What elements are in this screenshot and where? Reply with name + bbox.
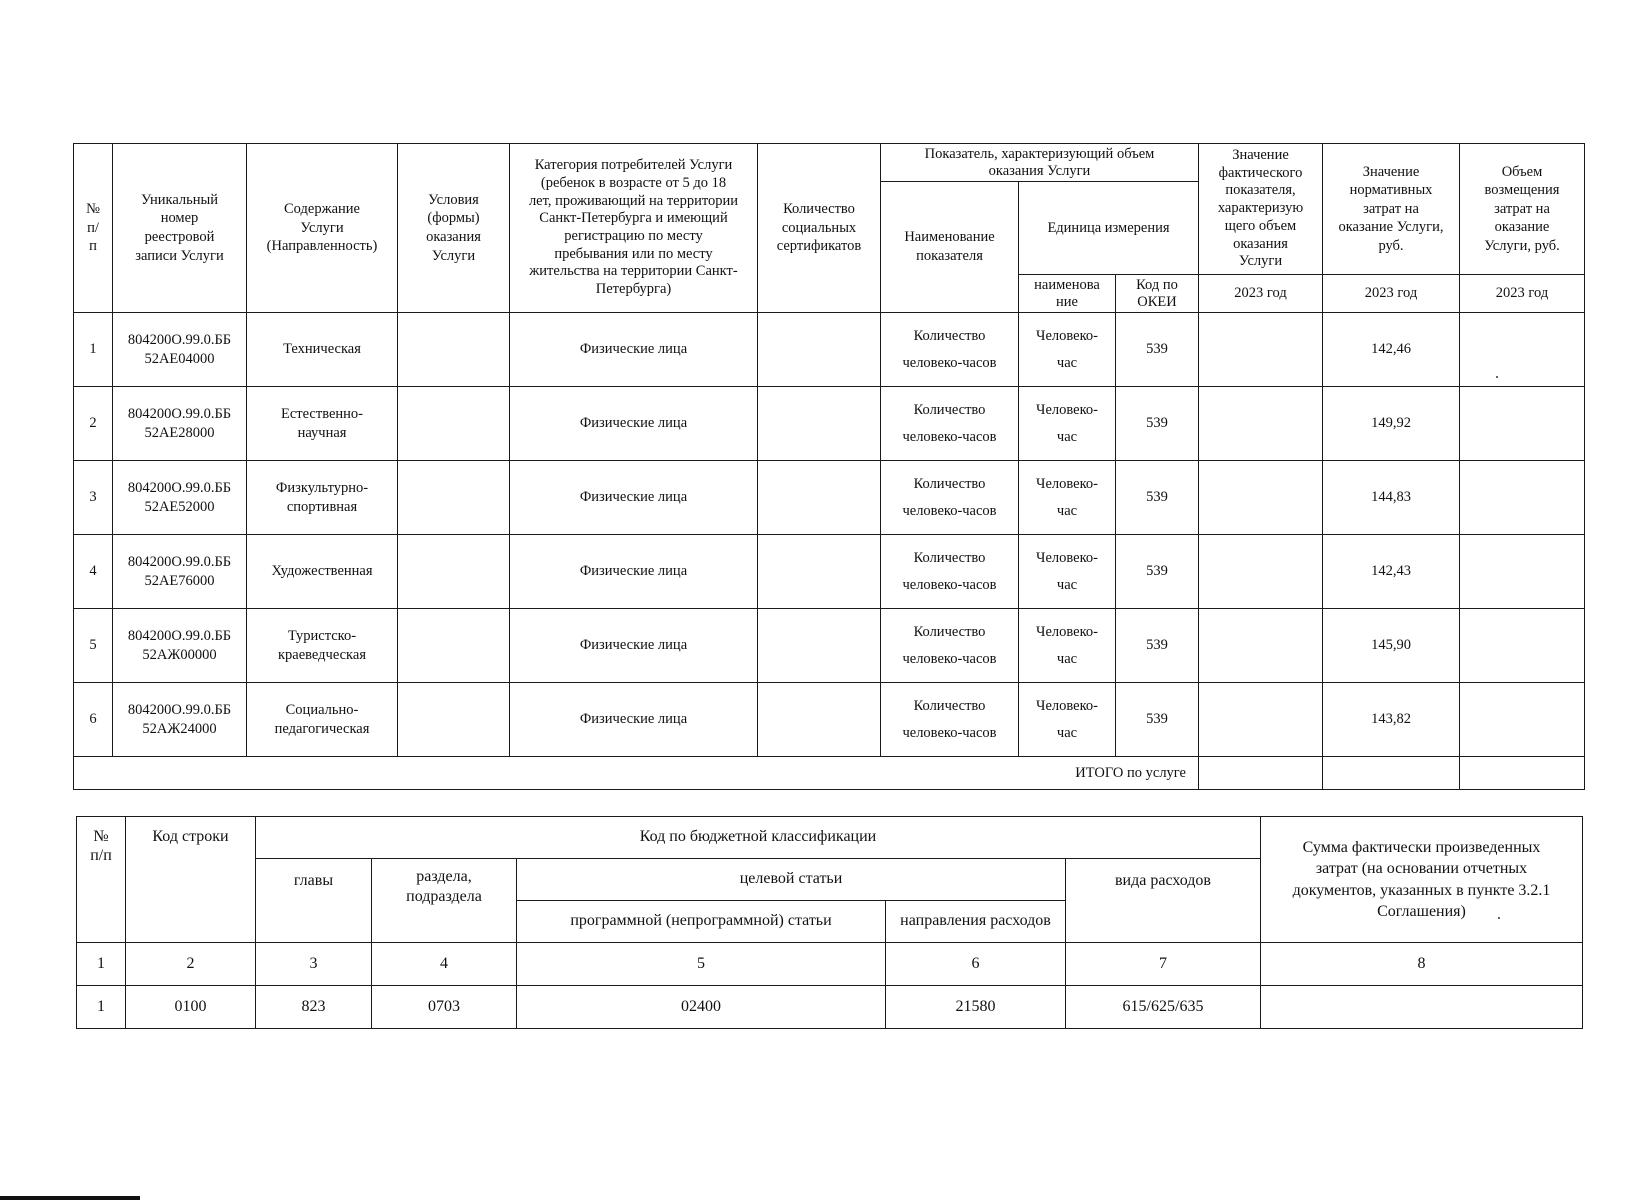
header-certificates: Количество социальных сертификатов — [758, 144, 881, 313]
cell-okei: 539 — [1116, 683, 1199, 757]
cell-category: Физические лица — [510, 461, 758, 535]
cell-compensation — [1460, 535, 1585, 609]
header-indicator-name: Наименование показателя — [881, 182, 1019, 313]
cell-content: Физкультурно- спортивная — [247, 461, 398, 535]
budget-cell-expense-type: 615/625/635 — [1066, 986, 1261, 1029]
cell-okei: 539 — [1116, 313, 1199, 387]
total-row — [74, 757, 1585, 790]
cell-num: 1 — [74, 313, 113, 387]
cell-indicator: Количество человеко-часов — [881, 387, 1019, 461]
total-actual — [1199, 757, 1323, 790]
budget-column-numbers-row — [77, 943, 1583, 986]
budget-data-row — [77, 986, 1583, 1029]
cell-indicator: Количество человеко-часов — [881, 461, 1019, 535]
header-okei-code: Код по ОКЕИ — [1116, 275, 1199, 313]
cell-unit-name: Человеко- час — [1019, 313, 1116, 387]
cell-actual — [1199, 461, 1323, 535]
budget-cell-num: 1 — [77, 986, 126, 1029]
cell-normative: 144,83 — [1323, 461, 1460, 535]
table-row — [74, 535, 1585, 609]
cell-content: Социально- педагогическая — [247, 683, 398, 757]
cell-category: Физические лица — [510, 535, 758, 609]
cell-content: Туристско- краеведческая — [247, 609, 398, 683]
cell-indicator: Количество человеко-часов — [881, 535, 1019, 609]
header-actual-value: Значение фактического показателя, характеризую щего объем оказания Услуги — [1199, 144, 1323, 275]
budget-header-expense-direction: направления расходов — [886, 901, 1066, 943]
budget-header-actual-sum: Сумма фактически произведенных затрат (на основании отчетных документов, указанных в пункте 3.2.1 Соглашения) — [1261, 817, 1583, 943]
budget-header-target-item: целевой статьи — [517, 859, 1066, 901]
cell-category: Физические лица — [510, 387, 758, 461]
cell-normative: 142,43 — [1323, 535, 1460, 609]
header-unit: Единица измерения — [1019, 182, 1199, 275]
header-year-compensation: 2023 год — [1460, 275, 1585, 313]
budget-cell-program-item: 02400 — [517, 986, 886, 1029]
scan-speck — [1498, 917, 1500, 919]
cell-okei: 539 — [1116, 535, 1199, 609]
budget-header-line-code: Код строки — [126, 817, 256, 943]
table-row — [74, 683, 1585, 757]
column-number: 7 — [1066, 943, 1261, 986]
column-number: 4 — [372, 943, 517, 986]
cell-unit-name: Человеко- час — [1019, 683, 1116, 757]
cell-indicator: Количество человеко-часов — [881, 609, 1019, 683]
cell-compensation — [1460, 387, 1585, 461]
cell-actual — [1199, 683, 1323, 757]
services-table — [73, 143, 1585, 790]
cell-compensation — [1460, 683, 1585, 757]
cell-indicator: Количество человеко-часов — [881, 313, 1019, 387]
budget-cell-section: 0703 — [372, 986, 517, 1029]
cell-conditions — [398, 535, 510, 609]
header-content: Содержание Услуги (Направленность) — [247, 144, 398, 313]
cell-unit-name: Человеко- час — [1019, 387, 1116, 461]
cell-content: Естественно- научная — [247, 387, 398, 461]
budget-header-classification: Код по бюджетной классификации — [256, 817, 1261, 859]
cell-num: 3 — [74, 461, 113, 535]
cell-actual — [1199, 313, 1323, 387]
budget-header-chapter: главы — [256, 859, 372, 943]
budget-header-row-1 — [77, 817, 1583, 859]
cell-registry: 804200О.99.0.ББ 52АЕ76000 — [113, 535, 247, 609]
cell-num: 4 — [74, 535, 113, 609]
cell-registry: 804200О.99.0.ББ 52АЖ00000 — [113, 609, 247, 683]
cell-registry: 804200О.99.0.ББ 52АЕ52000 — [113, 461, 247, 535]
cell-conditions — [398, 683, 510, 757]
cell-num: 6 — [74, 683, 113, 757]
header-category: Категория потребителей Услуги (ребенок в возрасте от 5 до 18 лет, проживающий на территории Санкт-Петербурга и имеющий регистрацию по месту пребывания или по месту жительства на территории Санкт- Петербурга) — [510, 144, 758, 313]
budget-cell-actual-sum — [1261, 986, 1583, 1029]
scan-speck — [1496, 376, 1498, 378]
cell-indicator: Количество человеко-часов — [881, 683, 1019, 757]
column-number: 2 — [126, 943, 256, 986]
cell-conditions — [398, 609, 510, 683]
cell-certificates — [758, 387, 881, 461]
total-normative — [1323, 757, 1460, 790]
column-number: 3 — [256, 943, 372, 986]
header-normative-costs: Значение нормативных затрат на оказание Услуги, руб. — [1323, 144, 1460, 275]
scan-edge-mark — [0, 1196, 140, 1200]
cell-compensation — [1460, 313, 1585, 387]
cell-category: Физические лица — [510, 683, 758, 757]
header-num: № п/ п — [74, 144, 113, 313]
cell-normative: 145,90 — [1323, 609, 1460, 683]
column-number: 1 — [77, 943, 126, 986]
cell-registry: 804200О.99.0.ББ 52АЕ28000 — [113, 387, 247, 461]
table-row — [74, 387, 1585, 461]
header-year-actual: 2023 год — [1199, 275, 1323, 313]
cell-okei: 539 — [1116, 609, 1199, 683]
cell-unit-name: Человеко- час — [1019, 535, 1116, 609]
budget-header-num: № п/п — [77, 817, 126, 943]
budget-table — [76, 816, 1583, 1029]
cell-registry: 804200О.99.0.ББ 52АЖ24000 — [113, 683, 247, 757]
column-number: 8 — [1261, 943, 1583, 986]
table-row — [74, 313, 1585, 387]
cell-category: Физические лица — [510, 313, 758, 387]
table-row — [74, 461, 1585, 535]
budget-cell-expense-direction: 21580 — [886, 986, 1066, 1029]
cell-actual — [1199, 387, 1323, 461]
header-registry-number: Уникальный номер реестровой записи Услуги — [113, 144, 247, 313]
column-number: 5 — [517, 943, 886, 986]
cell-certificates — [758, 535, 881, 609]
header-volume-indicator: Показатель, характеризующий объем оказания Услуги — [881, 144, 1199, 182]
cell-certificates — [758, 683, 881, 757]
header-year-normative: 2023 год — [1323, 275, 1460, 313]
cell-normative: 142,46 — [1323, 313, 1460, 387]
cell-compensation — [1460, 609, 1585, 683]
cell-conditions — [398, 387, 510, 461]
cell-compensation — [1460, 461, 1585, 535]
cell-actual — [1199, 535, 1323, 609]
cell-actual — [1199, 609, 1323, 683]
cell-content: Художественная — [247, 535, 398, 609]
header-conditions: Условия (формы) оказания Услуги — [398, 144, 510, 313]
cell-unit-name: Человеко- час — [1019, 609, 1116, 683]
cell-num: 5 — [74, 609, 113, 683]
cell-certificates — [758, 313, 881, 387]
budget-cell-chapter: 823 — [256, 986, 372, 1029]
cell-conditions — [398, 461, 510, 535]
cell-okei: 539 — [1116, 461, 1199, 535]
cell-certificates — [758, 461, 881, 535]
cell-conditions — [398, 313, 510, 387]
cell-unit-name: Человеко- час — [1019, 461, 1116, 535]
budget-header-expense-type: вида расходов — [1066, 859, 1261, 943]
cell-normative: 143,82 — [1323, 683, 1460, 757]
budget-cell-line-code: 0100 — [126, 986, 256, 1029]
table-row — [74, 609, 1585, 683]
cell-okei: 539 — [1116, 387, 1199, 461]
cell-certificates — [758, 609, 881, 683]
column-number: 6 — [886, 943, 1066, 986]
budget-header-section: раздела, подраздела — [372, 859, 517, 943]
header-compensation: Объем возмещения затрат на оказание Услуги, руб. — [1460, 144, 1585, 275]
budget-header-program-item: программной (непрограммной) статьи — [517, 901, 886, 943]
header-unit-name: наименова ние — [1019, 275, 1116, 313]
cell-category: Физические лица — [510, 609, 758, 683]
total-compensation — [1460, 757, 1585, 790]
cell-content: Техническая — [247, 313, 398, 387]
cell-num: 2 — [74, 387, 113, 461]
cell-registry: 804200О.99.0.ББ 52АЕ04000 — [113, 313, 247, 387]
cell-normative: 149,92 — [1323, 387, 1460, 461]
total-label: ИТОГО по услуге — [74, 757, 1199, 790]
